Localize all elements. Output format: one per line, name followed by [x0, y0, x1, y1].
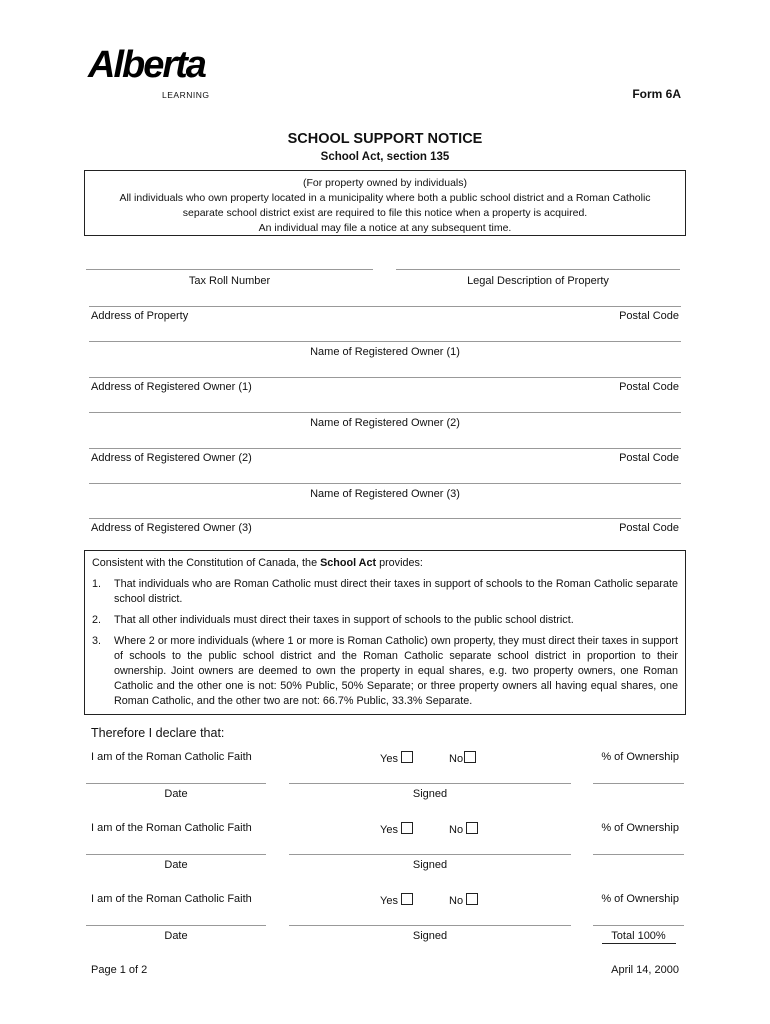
intro-box: [84, 170, 686, 236]
logo-subtitle: LEARNING: [162, 90, 210, 100]
no-checkbox-1[interactable]: [464, 751, 476, 763]
owner3-postal-code-label: Postal Code: [619, 522, 679, 534]
page-subtitle: School Act, section 135: [320, 151, 450, 163]
yes-checkbox-2[interactable]: [401, 822, 413, 834]
ownership-label-2: % of Ownership: [601, 822, 679, 834]
yes-checkbox-3[interactable]: [401, 893, 413, 905]
faith-label-1: I am of the Roman Catholic Faith: [91, 751, 252, 763]
tax-roll-label: Tax Roll Number: [188, 275, 271, 287]
owner2-address-label: Address of Registered Owner (2): [91, 452, 252, 464]
faith-label-2: I am of the Roman Catholic Faith: [91, 822, 252, 834]
date-label-3: Date: [164, 930, 188, 942]
no-checkbox-2[interactable]: [466, 822, 478, 834]
signed-field-2[interactable]: [289, 854, 571, 855]
owner2-name-label: Name of Registered Owner (2): [310, 417, 460, 429]
alberta-logo: [88, 44, 213, 104]
owner2-name-field[interactable]: [89, 412, 681, 413]
intro-line-2: All individuals who own property located in a municipality where both a public school district and a Roman Catholic: [119, 192, 651, 204]
total-underline: [602, 943, 676, 944]
owner3-name-field[interactable]: [89, 483, 681, 484]
owner3-address-label: Address of Registered Owner (3): [91, 522, 252, 534]
date-field-1[interactable]: [86, 783, 266, 784]
ownership-field-1[interactable]: [593, 783, 684, 784]
page-number: Page 1 of 2: [91, 964, 148, 976]
intro-line-4: An individual may file a notice at any subsequent time.: [258, 222, 512, 234]
signed-label-3: Signed: [412, 930, 448, 942]
constitution-item: 1. That individuals who are Roman Catholic must direct their taxes in support of schools to the Roman Catholic separate school district.: [92, 578, 678, 605]
owner1-address-field[interactable]: [89, 377, 681, 378]
yes-checkbox-1[interactable]: [401, 751, 413, 763]
constitution-heading: Consistent with the Constitution of Canada, the School Act provides:: [92, 557, 423, 569]
no-option-3[interactable]: No: [449, 893, 478, 907]
constitution-item: 2. That all other individuals must direct their taxes in support of schools to the public school district.: [92, 614, 574, 626]
date-label-1: Date: [164, 788, 188, 800]
property-address-label: Address of Property: [91, 310, 189, 322]
signed-label-1: Signed: [412, 788, 448, 800]
owner2-postal-code-label: Postal Code: [619, 452, 679, 464]
date-field-2[interactable]: [86, 854, 266, 855]
owner2-address-field[interactable]: [89, 448, 681, 449]
faith-label-3: I am of the Roman Catholic Faith: [91, 893, 252, 905]
declaration-heading: Therefore I declare that:: [91, 726, 225, 740]
ownership-label-3: % of Ownership: [601, 893, 679, 905]
signed-field-3[interactable]: [289, 925, 571, 926]
page-title: SCHOOL SUPPORT NOTICE: [287, 131, 483, 147]
ownership-label-1: % of Ownership: [601, 751, 679, 763]
yes-option-3[interactable]: Yes: [380, 893, 413, 907]
owner3-name-label: Name of Registered Owner (3): [310, 488, 460, 500]
signed-field-1[interactable]: [289, 783, 571, 784]
owner1-name-field[interactable]: [89, 341, 681, 342]
property-address-field[interactable]: [89, 306, 681, 307]
ownership-field-3[interactable]: [593, 925, 684, 926]
yes-option-1[interactable]: Yes: [380, 751, 413, 765]
date-label-2: Date: [164, 859, 188, 871]
property-postal-code-label: Postal Code: [619, 310, 679, 322]
intro-line-1: (For property owned by individuals): [303, 177, 467, 189]
owner1-address-label: Address of Registered Owner (1): [91, 381, 252, 393]
form-number: Form 6A: [632, 87, 681, 101]
revision-date: April 14, 2000: [611, 964, 679, 976]
no-option-1[interactable]: No: [449, 751, 476, 765]
no-option-2[interactable]: No: [449, 822, 478, 836]
owner1-name-label: Name of Registered Owner (1): [310, 346, 460, 358]
date-field-3[interactable]: [86, 925, 266, 926]
tax-roll-field[interactable]: [86, 269, 373, 270]
legal-description-label: Legal Description of Property: [467, 275, 609, 287]
constitution-item: 3. Where 2 or more individuals (where 1 or more is Roman Catholic) own property, they must direct their taxes in support of schools to the public school district and the Roman Catholic separate school district in proportion to their ownership. Joint owners are deemed to own the property in equal shares, e.g. two property owners, one Roman Catholic and the other one is not: 50% Public, 50% Separate; or three property owners all having equal shares, one Roman Catholic, and the other two are not: 66.7% Public, 33.3% Separate.: [92, 635, 678, 707]
yes-option-2[interactable]: Yes: [380, 822, 413, 836]
owner1-postal-code-label: Postal Code: [619, 381, 679, 393]
ownership-field-2[interactable]: [593, 854, 684, 855]
logo-wordmark: Alberta: [88, 44, 205, 86]
constitution-box: [84, 550, 686, 715]
signed-label-2: Signed: [412, 859, 448, 871]
owner3-address-field[interactable]: [89, 518, 681, 519]
no-checkbox-3[interactable]: [466, 893, 478, 905]
intro-line-3: separate school district exist are required to file this notice when a property is acquired.: [182, 207, 588, 219]
legal-description-field[interactable]: [396, 269, 680, 270]
total-label: Total 100%: [611, 930, 666, 942]
